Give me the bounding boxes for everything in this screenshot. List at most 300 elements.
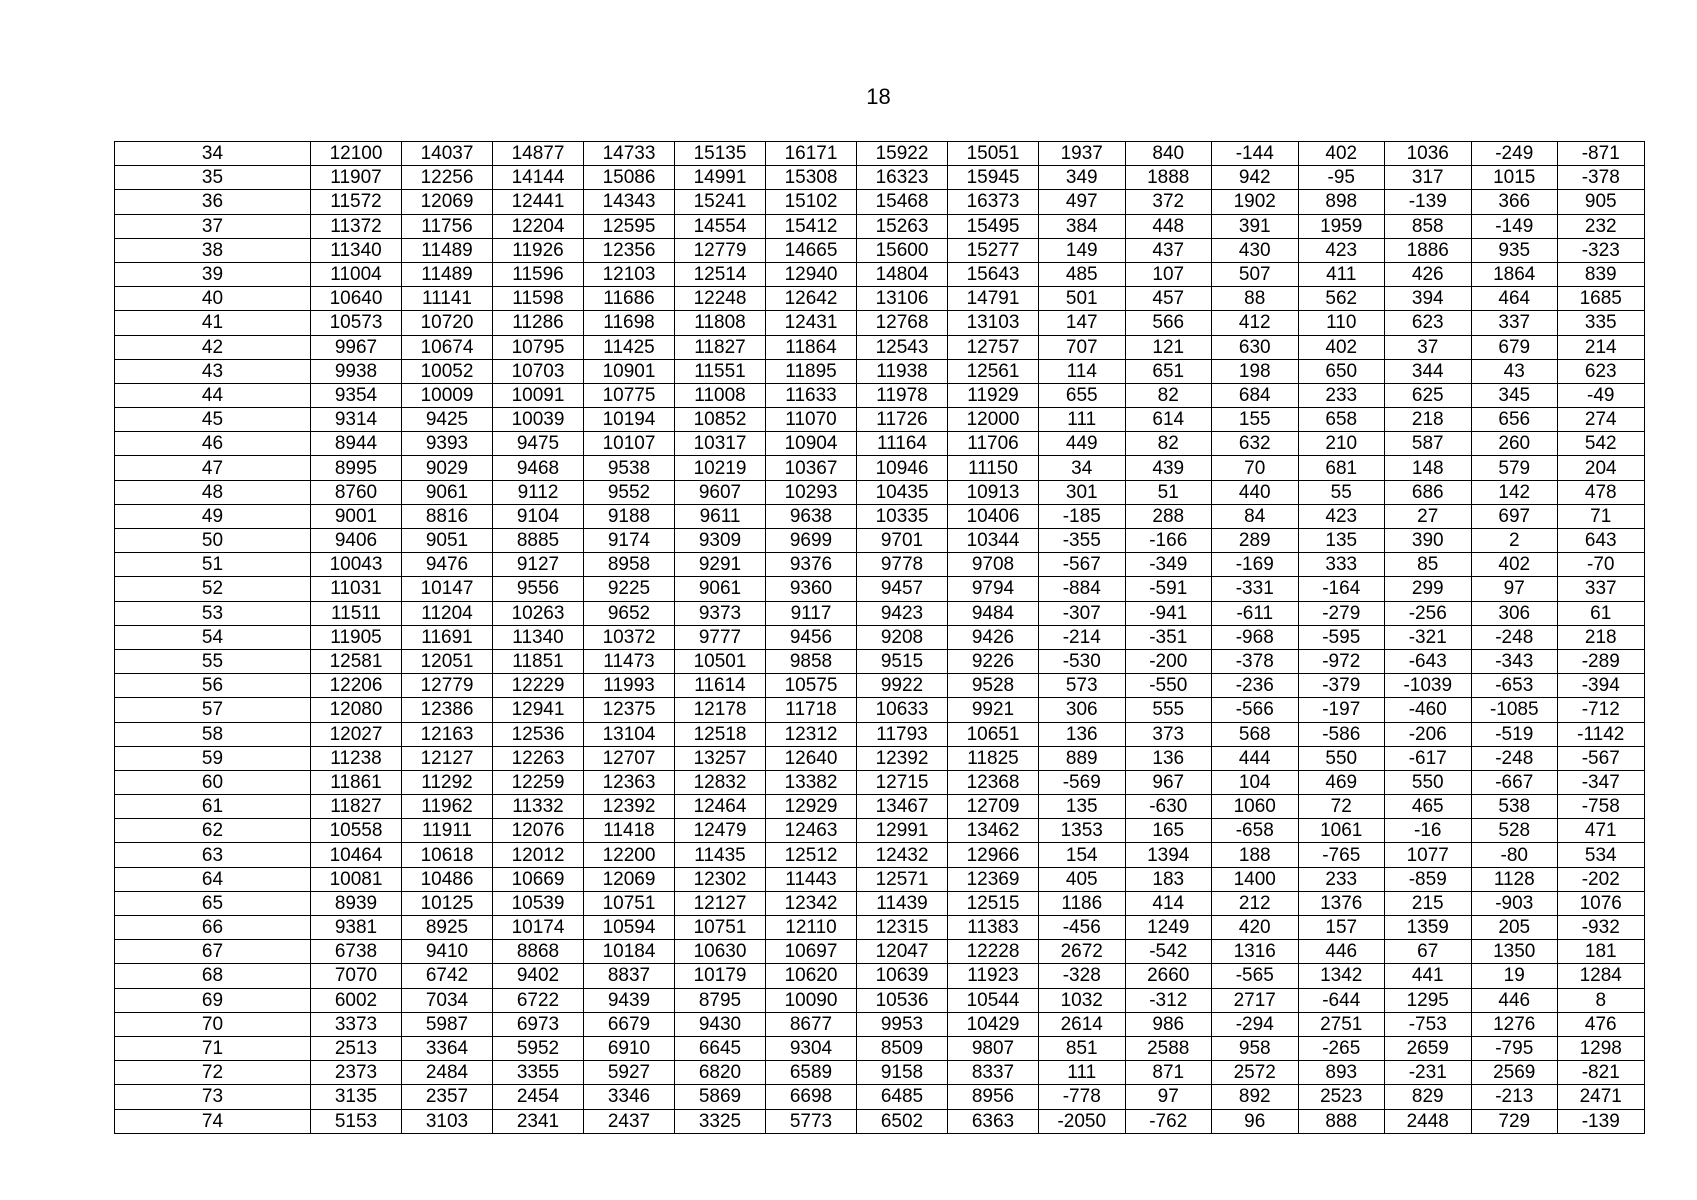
row-index-cell: 72 xyxy=(115,1061,311,1085)
row-index-cell: 35 xyxy=(115,166,311,190)
table-cell: 10125 xyxy=(402,891,493,915)
table-cell: 10039 xyxy=(493,408,584,432)
table-cell: -355 xyxy=(1039,529,1126,553)
table-row xyxy=(115,601,1645,625)
table-row xyxy=(115,553,1645,577)
table-cell: 729 xyxy=(1471,1109,1558,1133)
table-cell: 411 xyxy=(1298,262,1385,286)
table-cell: 446 xyxy=(1298,940,1385,964)
row-index-cell: 41 xyxy=(115,311,311,335)
table-cell: 12051 xyxy=(402,649,493,673)
table-cell: 12715 xyxy=(857,770,948,794)
table-cell: 12966 xyxy=(948,843,1039,867)
table-cell: 9373 xyxy=(675,601,766,625)
table-cell: 13103 xyxy=(948,311,1039,335)
table-cell: 10901 xyxy=(584,359,675,383)
table-cell: 465 xyxy=(1385,795,1472,819)
table-cell: 12991 xyxy=(857,819,948,843)
table-cell: 1186 xyxy=(1039,891,1126,915)
table-cell: 12392 xyxy=(584,795,675,819)
table-cell: 11895 xyxy=(766,359,857,383)
table-cell: 9402 xyxy=(493,964,584,988)
table-cell: 333 xyxy=(1298,553,1385,577)
table-cell: 136 xyxy=(1039,722,1126,746)
table-cell: 10219 xyxy=(675,456,766,480)
table-cell: 11511 xyxy=(311,601,402,625)
table-cell: 686 xyxy=(1385,480,1472,504)
table-cell: 8837 xyxy=(584,964,675,988)
table-cell: 11905 xyxy=(311,625,402,649)
table-cell: 684 xyxy=(1212,383,1299,407)
table-cell: 391 xyxy=(1212,214,1299,238)
table-cell: 430 xyxy=(1212,238,1299,262)
table-cell: 337 xyxy=(1558,577,1645,601)
table-cell: 9051 xyxy=(402,529,493,553)
table-cell: -778 xyxy=(1039,1085,1126,1109)
table-cell: 10795 xyxy=(493,335,584,359)
table-cell: 9807 xyxy=(948,1036,1039,1060)
table-cell: 10594 xyxy=(584,916,675,940)
table-cell: 958 xyxy=(1212,1036,1299,1060)
table-cell: 9001 xyxy=(311,504,402,528)
row-index-cell: 52 xyxy=(115,577,311,601)
table-cell: 2 xyxy=(1471,529,1558,553)
table-cell: 8944 xyxy=(311,432,402,456)
table-cell: 12463 xyxy=(766,819,857,843)
table-cell: 12256 xyxy=(402,166,493,190)
table-cell: 384 xyxy=(1039,214,1126,238)
table-cell: 6738 xyxy=(311,940,402,964)
table-cell: 651 xyxy=(1125,359,1212,383)
table-cell: 11861 xyxy=(311,770,402,794)
table-cell: 13382 xyxy=(766,770,857,794)
row-index-cell: 48 xyxy=(115,480,311,504)
table-cell: 10620 xyxy=(766,964,857,988)
table-cell: 11911 xyxy=(402,819,493,843)
table-row xyxy=(115,964,1645,988)
table-cell: 12178 xyxy=(675,698,766,722)
table-cell: 10501 xyxy=(675,649,766,673)
table-cell: 11204 xyxy=(402,601,493,625)
table-cell: 2471 xyxy=(1558,1085,1645,1109)
table-cell: 10344 xyxy=(948,529,1039,553)
table-cell: 942 xyxy=(1212,166,1299,190)
table-cell: -139 xyxy=(1385,190,1472,214)
table-cell: -903 xyxy=(1471,891,1558,915)
table-cell: -566 xyxy=(1212,698,1299,722)
table-cell: 566 xyxy=(1125,311,1212,335)
table-cell: 14791 xyxy=(948,287,1039,311)
table-cell: 9699 xyxy=(766,529,857,553)
table-cell: 10904 xyxy=(766,432,857,456)
table-cell: 1060 xyxy=(1212,795,1299,819)
table-cell: 205 xyxy=(1471,916,1558,940)
table-cell: 12709 xyxy=(948,795,1039,819)
table-cell: 12103 xyxy=(584,262,675,286)
table-cell: 12369 xyxy=(948,867,1039,891)
table-cell: 9611 xyxy=(675,504,766,528)
table-cell: 402 xyxy=(1298,335,1385,359)
table-cell: 10575 xyxy=(766,674,857,698)
table-cell: 10852 xyxy=(675,408,766,432)
table-cell: 13462 xyxy=(948,819,1039,843)
table-cell: -932 xyxy=(1558,916,1645,940)
table-cell: 12561 xyxy=(948,359,1039,383)
table-cell: 11070 xyxy=(766,408,857,432)
table-cell: 12779 xyxy=(402,674,493,698)
table-cell: 15263 xyxy=(857,214,948,238)
table-cell: 8 xyxy=(1558,988,1645,1012)
row-index-cell: 66 xyxy=(115,916,311,940)
table-cell: 10367 xyxy=(766,456,857,480)
table-cell: 10697 xyxy=(766,940,857,964)
table-cell: 448 xyxy=(1125,214,1212,238)
table-cell: 11332 xyxy=(493,795,584,819)
table-cell: 15308 xyxy=(766,166,857,190)
table-cell: 14991 xyxy=(675,166,766,190)
table-cell: 6502 xyxy=(857,1109,948,1133)
table-cell: 121 xyxy=(1125,335,1212,359)
table-cell: 1015 xyxy=(1471,166,1558,190)
table-cell: 9528 xyxy=(948,674,1039,698)
data-table xyxy=(114,141,1645,1134)
table-cell: 11292 xyxy=(402,770,493,794)
table-cell: 7070 xyxy=(311,964,402,988)
table-cell: 12200 xyxy=(584,843,675,867)
table-cell: 2454 xyxy=(493,1085,584,1109)
table-cell: 61 xyxy=(1558,601,1645,625)
table-row xyxy=(115,311,1645,335)
table-row xyxy=(115,1085,1645,1109)
table-cell: 12642 xyxy=(766,287,857,311)
table-cell: 1376 xyxy=(1298,891,1385,915)
table-row xyxy=(115,504,1645,528)
table-cell: 9127 xyxy=(493,553,584,577)
table-cell: 390 xyxy=(1385,529,1472,553)
table-cell: 1249 xyxy=(1125,916,1212,940)
table-cell: 10674 xyxy=(402,335,493,359)
table-cell: 11938 xyxy=(857,359,948,383)
table-row xyxy=(115,867,1645,891)
table-cell: 317 xyxy=(1385,166,1472,190)
table-cell: 573 xyxy=(1039,674,1126,698)
table-cell: -394 xyxy=(1558,674,1645,698)
table-cell: -206 xyxy=(1385,722,1472,746)
table-cell: 1061 xyxy=(1298,819,1385,843)
table-cell: 568 xyxy=(1212,722,1299,746)
table-cell: 135 xyxy=(1039,795,1126,819)
table-cell: -550 xyxy=(1125,674,1212,698)
table-cell: 82 xyxy=(1125,383,1212,407)
table-cell: 9381 xyxy=(311,916,402,940)
table-cell: 71 xyxy=(1558,504,1645,528)
table-cell: 14037 xyxy=(402,142,493,166)
table-cell: -265 xyxy=(1298,1036,1385,1060)
table-cell: -169 xyxy=(1212,553,1299,577)
table-cell: 15135 xyxy=(675,142,766,166)
table-row xyxy=(115,649,1645,673)
table-cell: 11929 xyxy=(948,383,1039,407)
table-cell: 2437 xyxy=(584,1109,675,1133)
table-cell: 9701 xyxy=(857,529,948,553)
table-row xyxy=(115,988,1645,1012)
row-index-cell: 42 xyxy=(115,335,311,359)
table-cell: 9208 xyxy=(857,625,948,649)
table-cell: 5952 xyxy=(493,1036,584,1060)
table-cell: -519 xyxy=(1471,722,1558,746)
table-cell: 3364 xyxy=(402,1036,493,1060)
table-cell: 11993 xyxy=(584,674,675,698)
table-cell: 12779 xyxy=(675,238,766,262)
table-cell: 212 xyxy=(1212,891,1299,915)
table-cell: 426 xyxy=(1385,262,1472,286)
table-cell: 9309 xyxy=(675,529,766,553)
table-cell: 16171 xyxy=(766,142,857,166)
table-cell: 11489 xyxy=(402,262,493,286)
table-cell: 9708 xyxy=(948,553,1039,577)
table-cell: 306 xyxy=(1039,698,1126,722)
table-cell: 534 xyxy=(1558,843,1645,867)
table-cell: 12768 xyxy=(857,311,948,335)
table-cell: 9188 xyxy=(584,504,675,528)
table-cell: 1400 xyxy=(1212,867,1299,891)
table-cell: 2484 xyxy=(402,1061,493,1085)
table-cell: 449 xyxy=(1039,432,1126,456)
table-cell: 5869 xyxy=(675,1085,766,1109)
table-cell: 11726 xyxy=(857,408,948,432)
table-cell: 12543 xyxy=(857,335,948,359)
row-index-cell: 44 xyxy=(115,383,311,407)
table-cell: 9921 xyxy=(948,698,1039,722)
table-cell: 1342 xyxy=(1298,964,1385,988)
table-cell: 10703 xyxy=(493,359,584,383)
table-cell: -530 xyxy=(1039,649,1126,673)
table-cell: 366 xyxy=(1471,190,1558,214)
table-cell: -256 xyxy=(1385,601,1472,625)
table-cell: 11443 xyxy=(766,867,857,891)
row-index-cell: 59 xyxy=(115,746,311,770)
table-cell: 142 xyxy=(1471,480,1558,504)
table-cell: 538 xyxy=(1471,795,1558,819)
table-cell: -289 xyxy=(1558,649,1645,673)
table-cell: 12375 xyxy=(584,698,675,722)
table-cell: -80 xyxy=(1471,843,1558,867)
table-cell: 11978 xyxy=(857,383,948,407)
table-cell: 12110 xyxy=(766,916,857,940)
table-cell: -379 xyxy=(1298,674,1385,698)
table-cell: -1142 xyxy=(1558,722,1645,746)
table-cell: 839 xyxy=(1558,262,1645,286)
table-cell: 8995 xyxy=(311,456,402,480)
table-cell: 11686 xyxy=(584,287,675,311)
table-cell: -644 xyxy=(1298,988,1385,1012)
table-cell: 12514 xyxy=(675,262,766,286)
table-cell: 8795 xyxy=(675,988,766,1012)
table-cell: 905 xyxy=(1558,190,1645,214)
table-cell: 15468 xyxy=(857,190,948,214)
table-cell: 155 xyxy=(1212,408,1299,432)
table-cell: 1959 xyxy=(1298,214,1385,238)
table-cell: 12640 xyxy=(766,746,857,770)
table-cell: 114 xyxy=(1039,359,1126,383)
table-cell: 12941 xyxy=(493,698,584,722)
table-cell: 14877 xyxy=(493,142,584,166)
table-cell: 9794 xyxy=(948,577,1039,601)
table-cell: 6485 xyxy=(857,1085,948,1109)
table-cell: 986 xyxy=(1125,1012,1212,1036)
table-cell: 288 xyxy=(1125,504,1212,528)
table-cell: 349 xyxy=(1039,166,1126,190)
table-cell: 97 xyxy=(1125,1085,1212,1109)
table-cell: 14665 xyxy=(766,238,857,262)
row-index-cell: 58 xyxy=(115,722,311,746)
table-cell: 345 xyxy=(1471,383,1558,407)
table-row xyxy=(115,262,1645,286)
table-cell: 423 xyxy=(1298,504,1385,528)
table-cell: 9938 xyxy=(311,359,402,383)
table-cell: 829 xyxy=(1385,1085,1472,1109)
table-cell: 67 xyxy=(1385,940,1472,964)
table-cell: -565 xyxy=(1212,964,1299,988)
table-cell: 623 xyxy=(1385,311,1472,335)
table-cell: 12356 xyxy=(584,238,675,262)
table-cell: 183 xyxy=(1125,867,1212,891)
table-cell: 97 xyxy=(1471,577,1558,601)
table-cell: 440 xyxy=(1212,480,1299,504)
table-cell: 1350 xyxy=(1471,940,1558,964)
table-cell: 12940 xyxy=(766,262,857,286)
table-cell: 9393 xyxy=(402,432,493,456)
table-cell: 11907 xyxy=(311,166,402,190)
table-cell: 485 xyxy=(1039,262,1126,286)
table-cell: 43 xyxy=(1471,359,1558,383)
table-row xyxy=(115,1036,1645,1060)
row-index-cell: 53 xyxy=(115,601,311,625)
table-cell: 198 xyxy=(1212,359,1299,383)
table-cell: 9430 xyxy=(675,1012,766,1036)
table-cell: 2373 xyxy=(311,1061,402,1085)
table-row xyxy=(115,940,1645,964)
table-cell: 446 xyxy=(1471,988,1558,1012)
table-cell: -617 xyxy=(1385,746,1472,770)
table-cell: 85 xyxy=(1385,553,1472,577)
table-cell: 9456 xyxy=(766,625,857,649)
table-cell: -795 xyxy=(1471,1036,1558,1060)
table-cell: 9423 xyxy=(857,601,948,625)
table-cell: 9538 xyxy=(584,456,675,480)
table-cell: 210 xyxy=(1298,432,1385,456)
row-index-cell: 69 xyxy=(115,988,311,1012)
table-cell: 15086 xyxy=(584,166,675,190)
table-cell: -567 xyxy=(1558,746,1645,770)
table-cell: 679 xyxy=(1471,335,1558,359)
table-cell: -279 xyxy=(1298,601,1385,625)
table-cell: 10536 xyxy=(857,988,948,1012)
table-cell: 12536 xyxy=(493,722,584,746)
table-cell: 11808 xyxy=(675,311,766,335)
table-cell: 8677 xyxy=(766,1012,857,1036)
row-index-cell: 55 xyxy=(115,649,311,673)
table-cell: 469 xyxy=(1298,770,1385,794)
table-cell: 260 xyxy=(1471,432,1558,456)
table-cell: -213 xyxy=(1471,1085,1558,1109)
table-cell: 12163 xyxy=(402,722,493,746)
table-cell: 1077 xyxy=(1385,843,1472,867)
table-cell: -1039 xyxy=(1385,674,1472,698)
table-cell: 10775 xyxy=(584,383,675,407)
table-cell: 9291 xyxy=(675,553,766,577)
table-cell: 8885 xyxy=(493,529,584,553)
table-cell: 457 xyxy=(1125,287,1212,311)
table-cell: 11923 xyxy=(948,964,1039,988)
table-cell: -95 xyxy=(1298,166,1385,190)
table-cell: 632 xyxy=(1212,432,1299,456)
table-body xyxy=(115,142,1645,1134)
table-cell: 10558 xyxy=(311,819,402,843)
table-cell: -347 xyxy=(1558,770,1645,794)
table-cell: 681 xyxy=(1298,456,1385,480)
table-cell: -643 xyxy=(1385,649,1472,673)
table-cell: 6363 xyxy=(948,1109,1039,1133)
table-cell: 8816 xyxy=(402,504,493,528)
table-cell: 9777 xyxy=(675,625,766,649)
table-cell: -248 xyxy=(1471,625,1558,649)
row-index-cell: 68 xyxy=(115,964,311,988)
table-cell: 10107 xyxy=(584,432,675,456)
table-cell: 218 xyxy=(1385,408,1472,432)
table-cell: 12012 xyxy=(493,843,584,867)
table-cell: 107 xyxy=(1125,262,1212,286)
table-cell: 7034 xyxy=(402,988,493,1012)
table-cell: 8925 xyxy=(402,916,493,940)
table-cell: -312 xyxy=(1125,988,1212,1012)
table-cell: 11851 xyxy=(493,649,584,673)
table-cell: 15945 xyxy=(948,166,1039,190)
table-cell: 10184 xyxy=(584,940,675,964)
table-row xyxy=(115,722,1645,746)
row-index-cell: 49 xyxy=(115,504,311,528)
table-cell: 643 xyxy=(1558,529,1645,553)
table-cell: 12069 xyxy=(584,867,675,891)
table-row xyxy=(115,1012,1645,1036)
table-cell: 1888 xyxy=(1125,166,1212,190)
table-cell: 6002 xyxy=(311,988,402,1012)
table-cell: 630 xyxy=(1212,335,1299,359)
table-cell: 501 xyxy=(1039,287,1126,311)
table-cell: 12392 xyxy=(857,746,948,770)
table-cell: 10544 xyxy=(948,988,1039,1012)
table-cell: -49 xyxy=(1558,383,1645,407)
table-cell: -139 xyxy=(1558,1109,1645,1133)
table-cell: -591 xyxy=(1125,577,1212,601)
table-cell: 11633 xyxy=(766,383,857,407)
table-cell: 274 xyxy=(1558,408,1645,432)
table-row xyxy=(115,843,1645,867)
table-cell: 1295 xyxy=(1385,988,1472,1012)
table-cell: 3135 xyxy=(311,1085,402,1109)
table-cell: 3103 xyxy=(402,1109,493,1133)
table-cell: 12581 xyxy=(311,649,402,673)
table-cell: 10429 xyxy=(948,1012,1039,1036)
table-row xyxy=(115,432,1645,456)
table-cell: 12248 xyxy=(675,287,766,311)
table-cell: -214 xyxy=(1039,625,1126,649)
table-cell: 51 xyxy=(1125,480,1212,504)
table-row xyxy=(115,359,1645,383)
table-row xyxy=(115,625,1645,649)
table-cell: 11372 xyxy=(311,214,402,238)
table-cell: 464 xyxy=(1471,287,1558,311)
